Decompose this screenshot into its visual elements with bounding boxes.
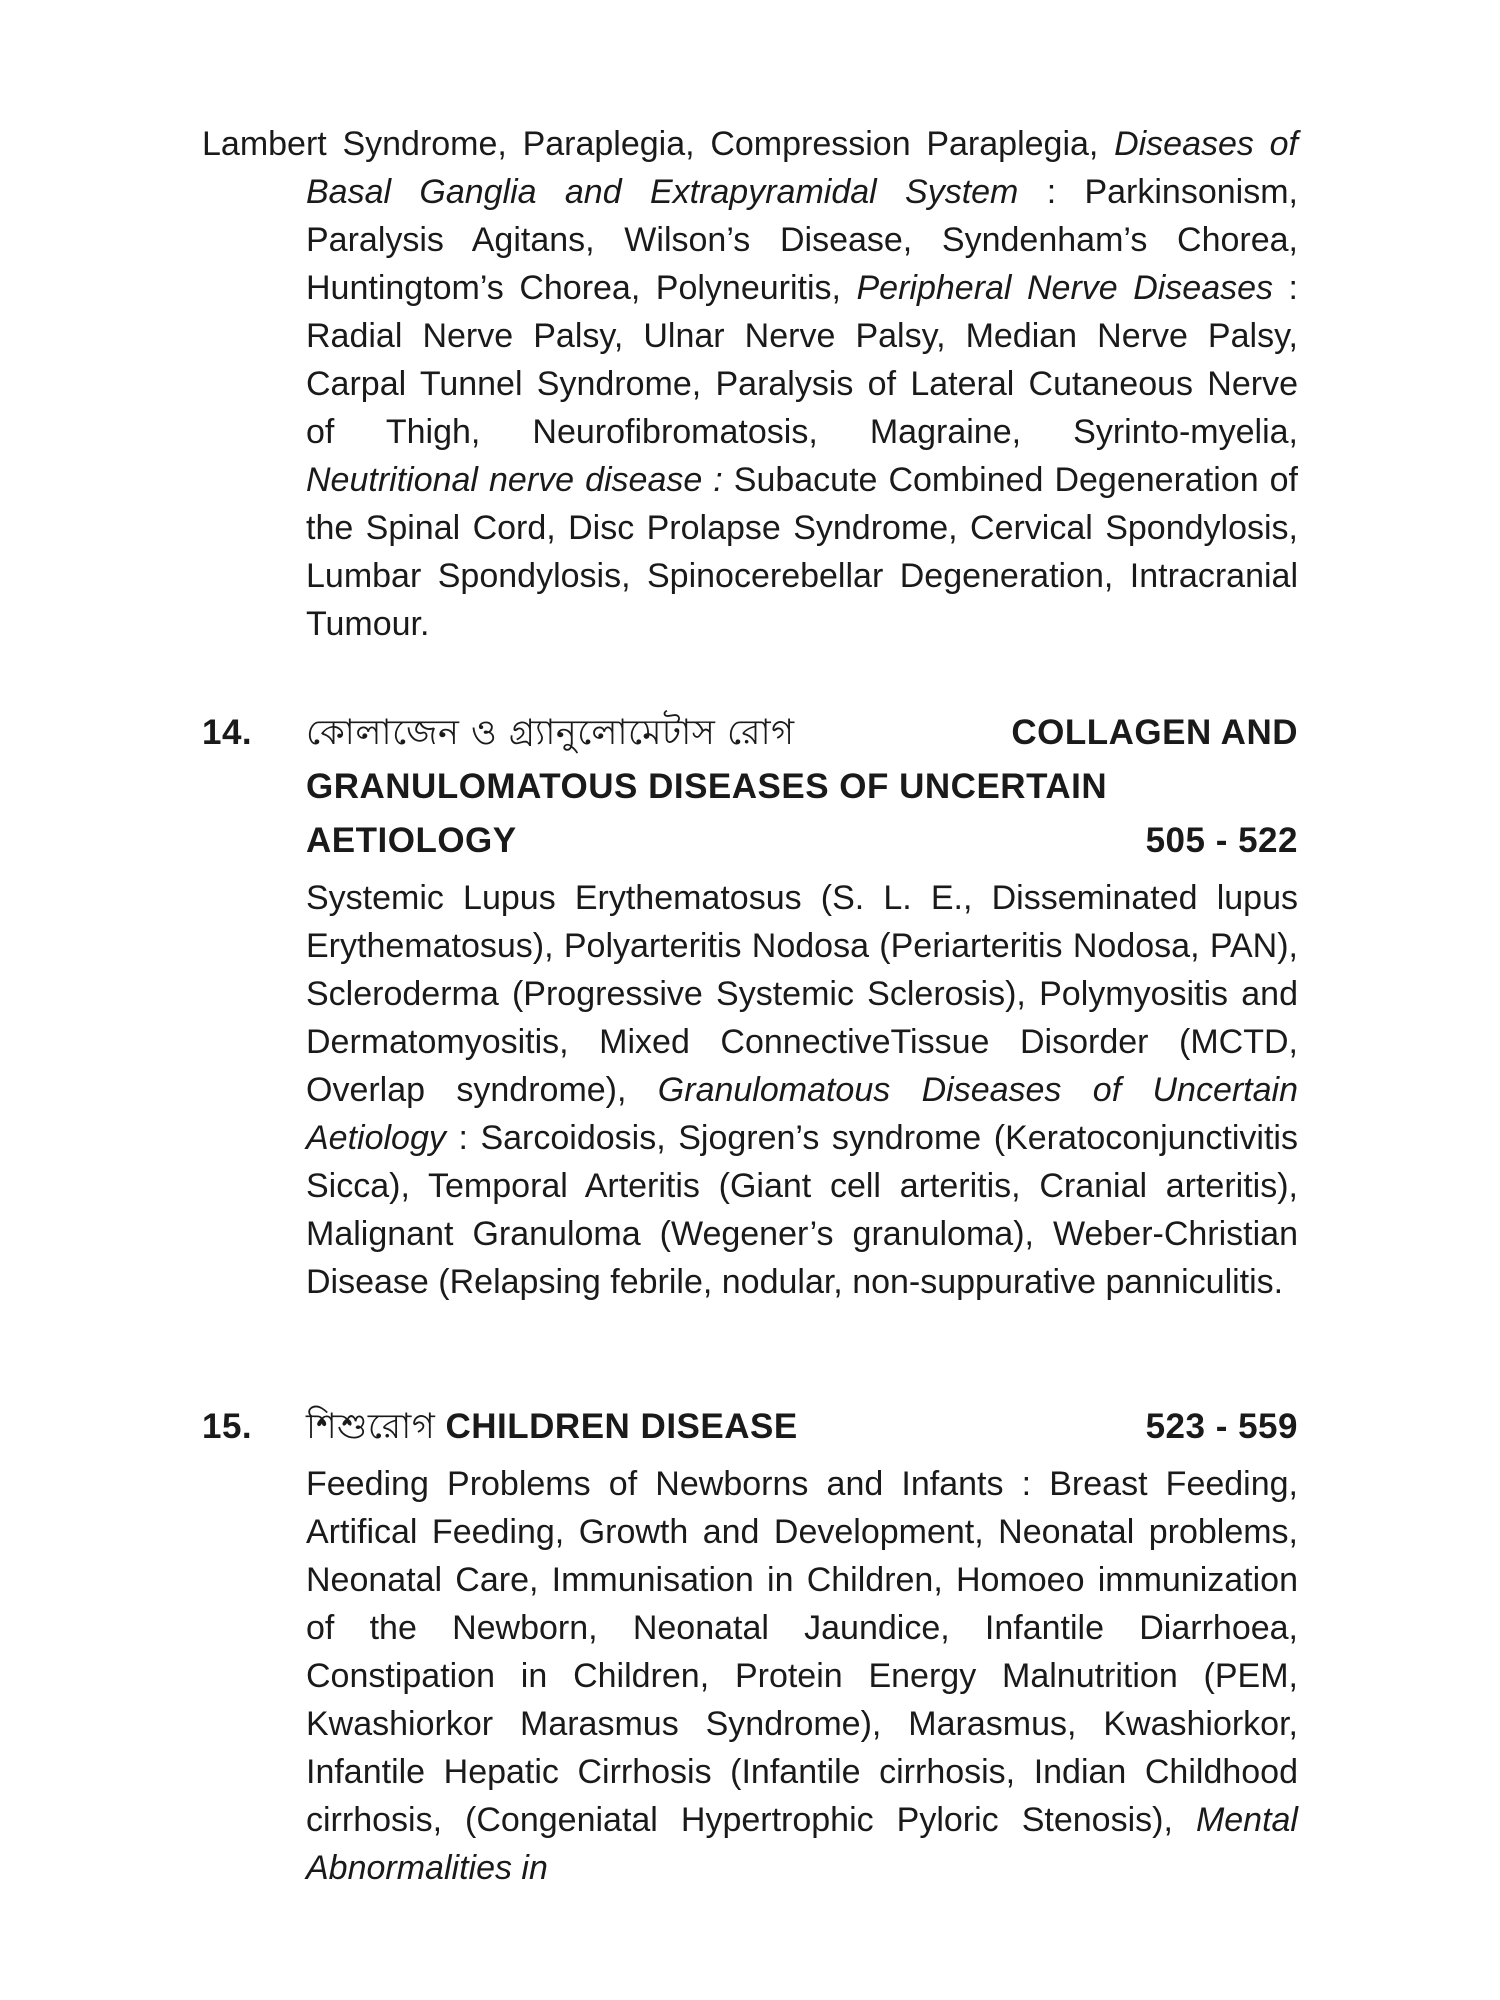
entry-heading — [202, 706, 1298, 868]
text-segment: Lambert Syndrome, Paraplegia, Compression Paraplegia, — [202, 125, 1115, 163]
english-title-part: CHILDREN DISEASE — [445, 1407, 798, 1446]
continuation-paragraph — [202, 120, 1298, 648]
text-segment: Systemic Lupus Erythematosus (S. L. E., Disseminated lupus Erythematosus), Polyarteritis Nodosa (Periarteritis Nodosa, PAN), Scleroderma (Progressive Systemic Sclerosis), Polymyositis and Dermatomyositis, Mixed ConnectiveTissue Disorder (MCTD, Overlap syndrome), — [306, 879, 1298, 1109]
english-title-part: AETIOLOGY — [306, 821, 517, 860]
text-segment: Subacute Combined Degeneration of the Spinal Cord, Disc Prolapse Syndrome, Cervical Spondylosis, Lumbar Spondylosis, Spinocerebellar Degeneration, Intracranial Tumour. — [306, 461, 1298, 643]
entry-description — [306, 1460, 1298, 1892]
title-line — [306, 814, 1298, 868]
page-range: 505 - 522 — [1145, 821, 1298, 860]
entry-description — [306, 874, 1298, 1306]
italic-subheading: Mental Abnormalities in — [306, 1801, 1298, 1887]
english-title-part: COLLAGEN AND — [1011, 713, 1298, 752]
title-line — [306, 706, 1298, 760]
entry-heading — [202, 1400, 1298, 1454]
text-segment: Feeding Problems of Newborns and Infants : Breast Feeding, Artifical Feeding, Growth and Development, Neonatal problems, Neonatal Care, Immunisation in Children, Homoeo immunization of the Newborn, Neonatal Jaundice, Infantile Diarrhoea, Constipation in Children, Protein Energy Malnutrition (PEM, Kwashiorkor Marasmus Syndrome), Marasmus, Kwashiorkor, Infantile Hepatic Cirrhosis (Infantile cirrhosis, Indian Childhood cirrhosis, (Congeniatal Hypertrophic Pyloric Stenosis), — [306, 1465, 1298, 1839]
title-line — [306, 1400, 1298, 1454]
entry-title — [306, 1400, 1298, 1454]
text-segment: : Parkinsonism, Paralysis Agitans, Wilson’s Disease, Syndenham’s Chorea, Huntingtom’s Chorea, Polyneuritis, — [306, 173, 1298, 307]
toc-entry-15 — [202, 1400, 1298, 1892]
english-title-part: GRANULOMATOUS DISEASES OF UNCERTAIN — [306, 767, 1108, 806]
entry-title — [306, 706, 1298, 868]
toc-entry-14 — [202, 706, 1298, 1306]
italic-subheading: Diseases of Basal Ganglia and Extrapyramidal System — [306, 125, 1298, 211]
text-segment: : Radial Nerve Palsy, Ulnar Nerve Palsy, Median Nerve Palsy, Carpal Tunnel Syndrome, Paralysis of Lateral Cutaneous Nerve of Thigh, Neurofibromatosis, Magraine, Syrinto-myelia, — [306, 269, 1298, 451]
page-range: 523 - 559 — [1145, 1407, 1298, 1446]
title-line — [306, 760, 1298, 814]
bengali-title: শিশুরোগ — [306, 1407, 436, 1447]
entry-number: 15. — [202, 1407, 253, 1446]
entry-number: 14. — [202, 713, 253, 752]
text-segment: : Sarcoidosis, Sjogren’s syndrome (Keratoconjunctivitis Sicca), Temporal Arteritis (Giant cell arteritis, Cranial arteritis), Malignant Granuloma (Wegener’s granuloma), Weber-Christian Disease (Relapsing febrile, nodular, non-suppurative panniculitis. — [306, 1119, 1298, 1301]
italic-subheading: Granulomatous Diseases of Uncertain Aetiology — [306, 1071, 1298, 1157]
italic-subheading: Peripheral Nerve Diseases — [856, 269, 1274, 307]
bengali-title: কোলাজেন ও গ্র্যানুলোমেটাস রোগ — [306, 713, 795, 753]
title-group — [306, 1400, 798, 1454]
italic-subheading: Neutritional nerve disease : — [306, 461, 723, 499]
